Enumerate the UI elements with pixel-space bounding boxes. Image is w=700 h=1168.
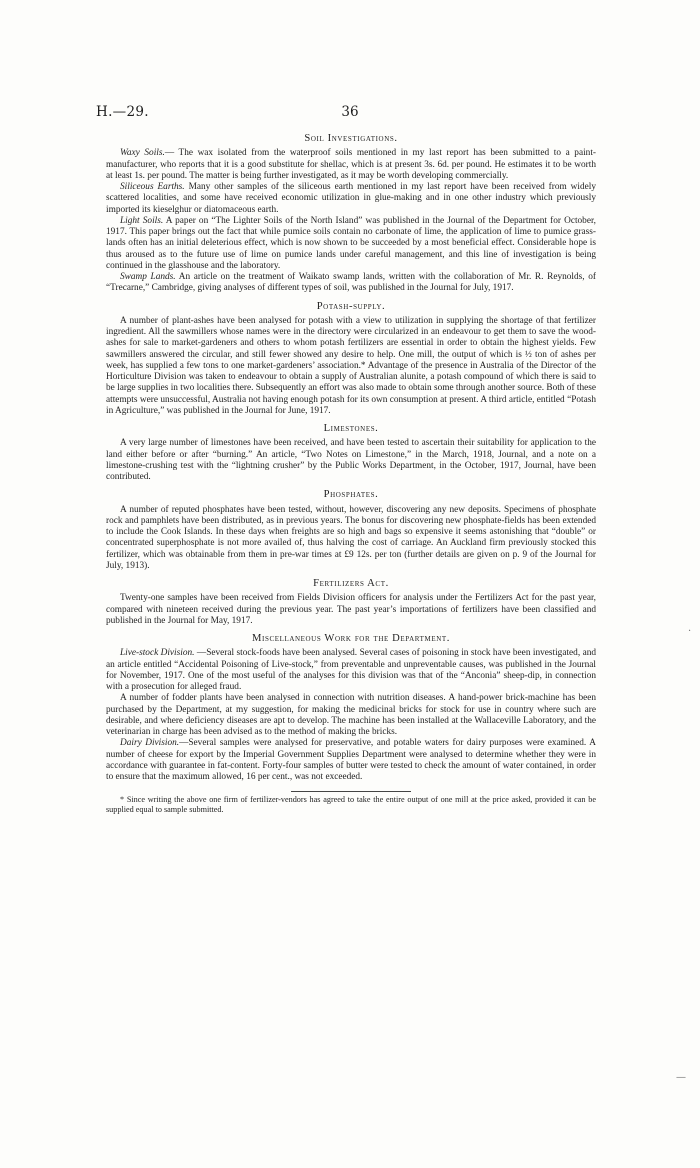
paragraph [106, 738, 596, 783]
paragraph-lead: Live-stock Division. [120, 648, 195, 659]
scan-mark: · [688, 626, 692, 637]
section-heading: Fertilizers Act. [313, 578, 389, 589]
section-heading: Potash-supply. [316, 300, 386, 312]
paragraph-text: — The wax isolated from the waterproof soils mentioned in my last report has been submitted to a paint-manufacturer, who reports that it is a good substitute for shellac, which is at present 3s. 6d. per pound. He estimates it to be worth at least 1s. per pound. The matter is being further investigated, as it may be worth developing commercially. [106, 148, 596, 181]
paragraph-text: A number of fodder plants have been analysed in connection with nutrition diseases. A hand-power brick-machine has been purchased by the Department, at my suggestion, for making the medicinal bricks for stock for use in country where such are desirable, and where deficiency diseases are apt to develop. The machine has been installed at the Wallaceville Laboratory, and the veterinarian in charge has been advised as to the method of making the bricks. [106, 693, 596, 737]
paragraph [106, 438, 596, 483]
paragraph-text: Many other samples of the siliceous earth mentioned in my last report have been received from widely scattered localities, and some have received economic utilization in glue-making and in one other industry which previously imported its kieselghur or diatomaceous earth. [106, 182, 596, 215]
paragraph [106, 505, 596, 573]
section-heading: Soil Investigations. [304, 133, 398, 144]
paragraph-text: A very large number of limestones have been received, and have been tested to ascertain their suitability for application to the land either before or after “burning.” An article, “Two Notes on Limestone,” in the March, 1918, Journal, and a note on a limestone-crushing test with the “lightning crusher” by the Public Works Department, in the October, 1917, Journal, have been contributed. [106, 438, 596, 482]
document-reference: H.—29. [96, 104, 149, 120]
section-heading: Miscellaneous Work for the Department. [252, 633, 450, 644]
paragraph [106, 316, 596, 417]
section-heading: Limestones. [323, 423, 379, 434]
paragraph-text: Twenty-one samples have been received from Fields Division officers for analysis under the Fertilizers Act for the past year, compared with nineteen received during the previous year. The past year’s importations of fertilizers have been classified and published in the Journal for May, 1917. [106, 593, 596, 626]
paragraph-text: —Several stock-foods have been analysed. Several cases of poisoning in stock have been investigated, and an article entitled “Accidental Poisoning of Live-stock,” from preventable and unpreventable causes, was published in the Journal for November, 1917. One of the most useful of the analyses for this division was that of the “Anconia” sheep-dip, in connection with a prosecution for alleged fraud. [106, 648, 596, 692]
paragraph [106, 648, 596, 693]
paragraph [106, 272, 596, 295]
footnote: * Since writing the above one firm of fertilizer-vendors has agreed to take the entire output of one mill at the price asked, provided it can be supplied equal to sample submitted. [106, 795, 596, 815]
paragraph-text: An article on the treatment of Waikato swamp lands, written with the collaboration of Mr. R. Reynolds, of “Trecarne,” Cambridge, giving analyses of different types of soil, was published in the Journal for July, 1917. [106, 272, 596, 294]
paragraph [106, 593, 596, 627]
footnote-divider [291, 791, 411, 792]
section-heading: Phosphates. [323, 489, 379, 501]
paragraph [106, 148, 596, 182]
paragraph-text: —Several samples were analysed for preservative, and potable waters for dairy purposes were examined. A number of cheese for export by the Imperial Government Supplies Department were analysed to determine whether they were in accordance with guarantee in fat-content. Forty-four samples of butter were tested to check the amount of water contained, in order to ensure that the maximum allowed, 16 per cent., was not exceeded. [106, 738, 596, 782]
paragraph [106, 182, 596, 216]
paragraph-lead: Dairy Division. [120, 738, 180, 749]
document-body [106, 133, 596, 815]
scan-mark: — [676, 1072, 686, 1083]
paragraph-text: A number of plant-ashes have been analysed for potash with a view to utilization in supplying the shortage of that fertilizer ingredient. All the sawmillers whose names were in the directory were circularized in an endeavour to get them to save the wood-ashes for sale to market-gardeners and others to whom potash fertilizers are essential in order to obtain the highest yields. Few sawmillers answered the circular, and still fewer showed any desire to help. One mill, the output of which is ½ ton of ashes per week, has supplied a few tons to one market-gardeners’ association.* Advantage of the presence in Australia of the Director of the Horticulture Division was taken to endeavour to obtain a supply of Australian alunite, a potash compound of which there is said to be large supplies in two localities there. Subsequently an effort was also made to obtain some through another source. Both of these attempts were unsuccessful, Australia not having enough potash for its own consumption at present. A third article, entitled “Potash in Agriculture,” was published in the Journal for June, 1917. [106, 315, 596, 416]
paragraph-lead: Waxy Soils. [120, 148, 165, 159]
page-header [96, 104, 604, 124]
paragraph-text: A number of reputed phosphates have been tested, without, however, discovering any new deposits. Specimens of phosphate rock and pamphlets have been distributed, as in previous years. The bonus for discovering new phosphate-fields has been extended to include the Cook Islands. In these days when freights are so high and bags so expensive it seems astonishing that “double” or concentrated superphosphate is not more availed of, thus halving the cost of carriage. An Auckland firm previously stocked this fertilizer, which was obtainable from them in pre-war times at £9 12s. per ton (further details are given on p. 9 of the Journal for July, 1913). [106, 504, 596, 571]
page-number: 36 [341, 104, 359, 120]
paragraph [106, 216, 596, 272]
paragraph [106, 693, 596, 738]
paragraph-text: A paper on “The Lighter Soils of the North Island” was published in the Journal of the Department for October, 1917. This paper brings out the fact that while pumice soils contain no carbonate of lime, the application of lime to pumice grass-lands often has an initial deleterious effect, which is now shown to be succeeded by a most beneficial effect. Considerable hope is thus aroused as to the future use of lime on pumice lands under careful management, and this line of investigation is being continued in the glasshouse and the laboratory. [106, 215, 596, 271]
paragraph-lead: Light Soils. [120, 215, 164, 226]
paragraph-lead: Siliceous Earths. [120, 182, 185, 192]
paragraph-lead: Swamp Lands. [120, 272, 176, 282]
